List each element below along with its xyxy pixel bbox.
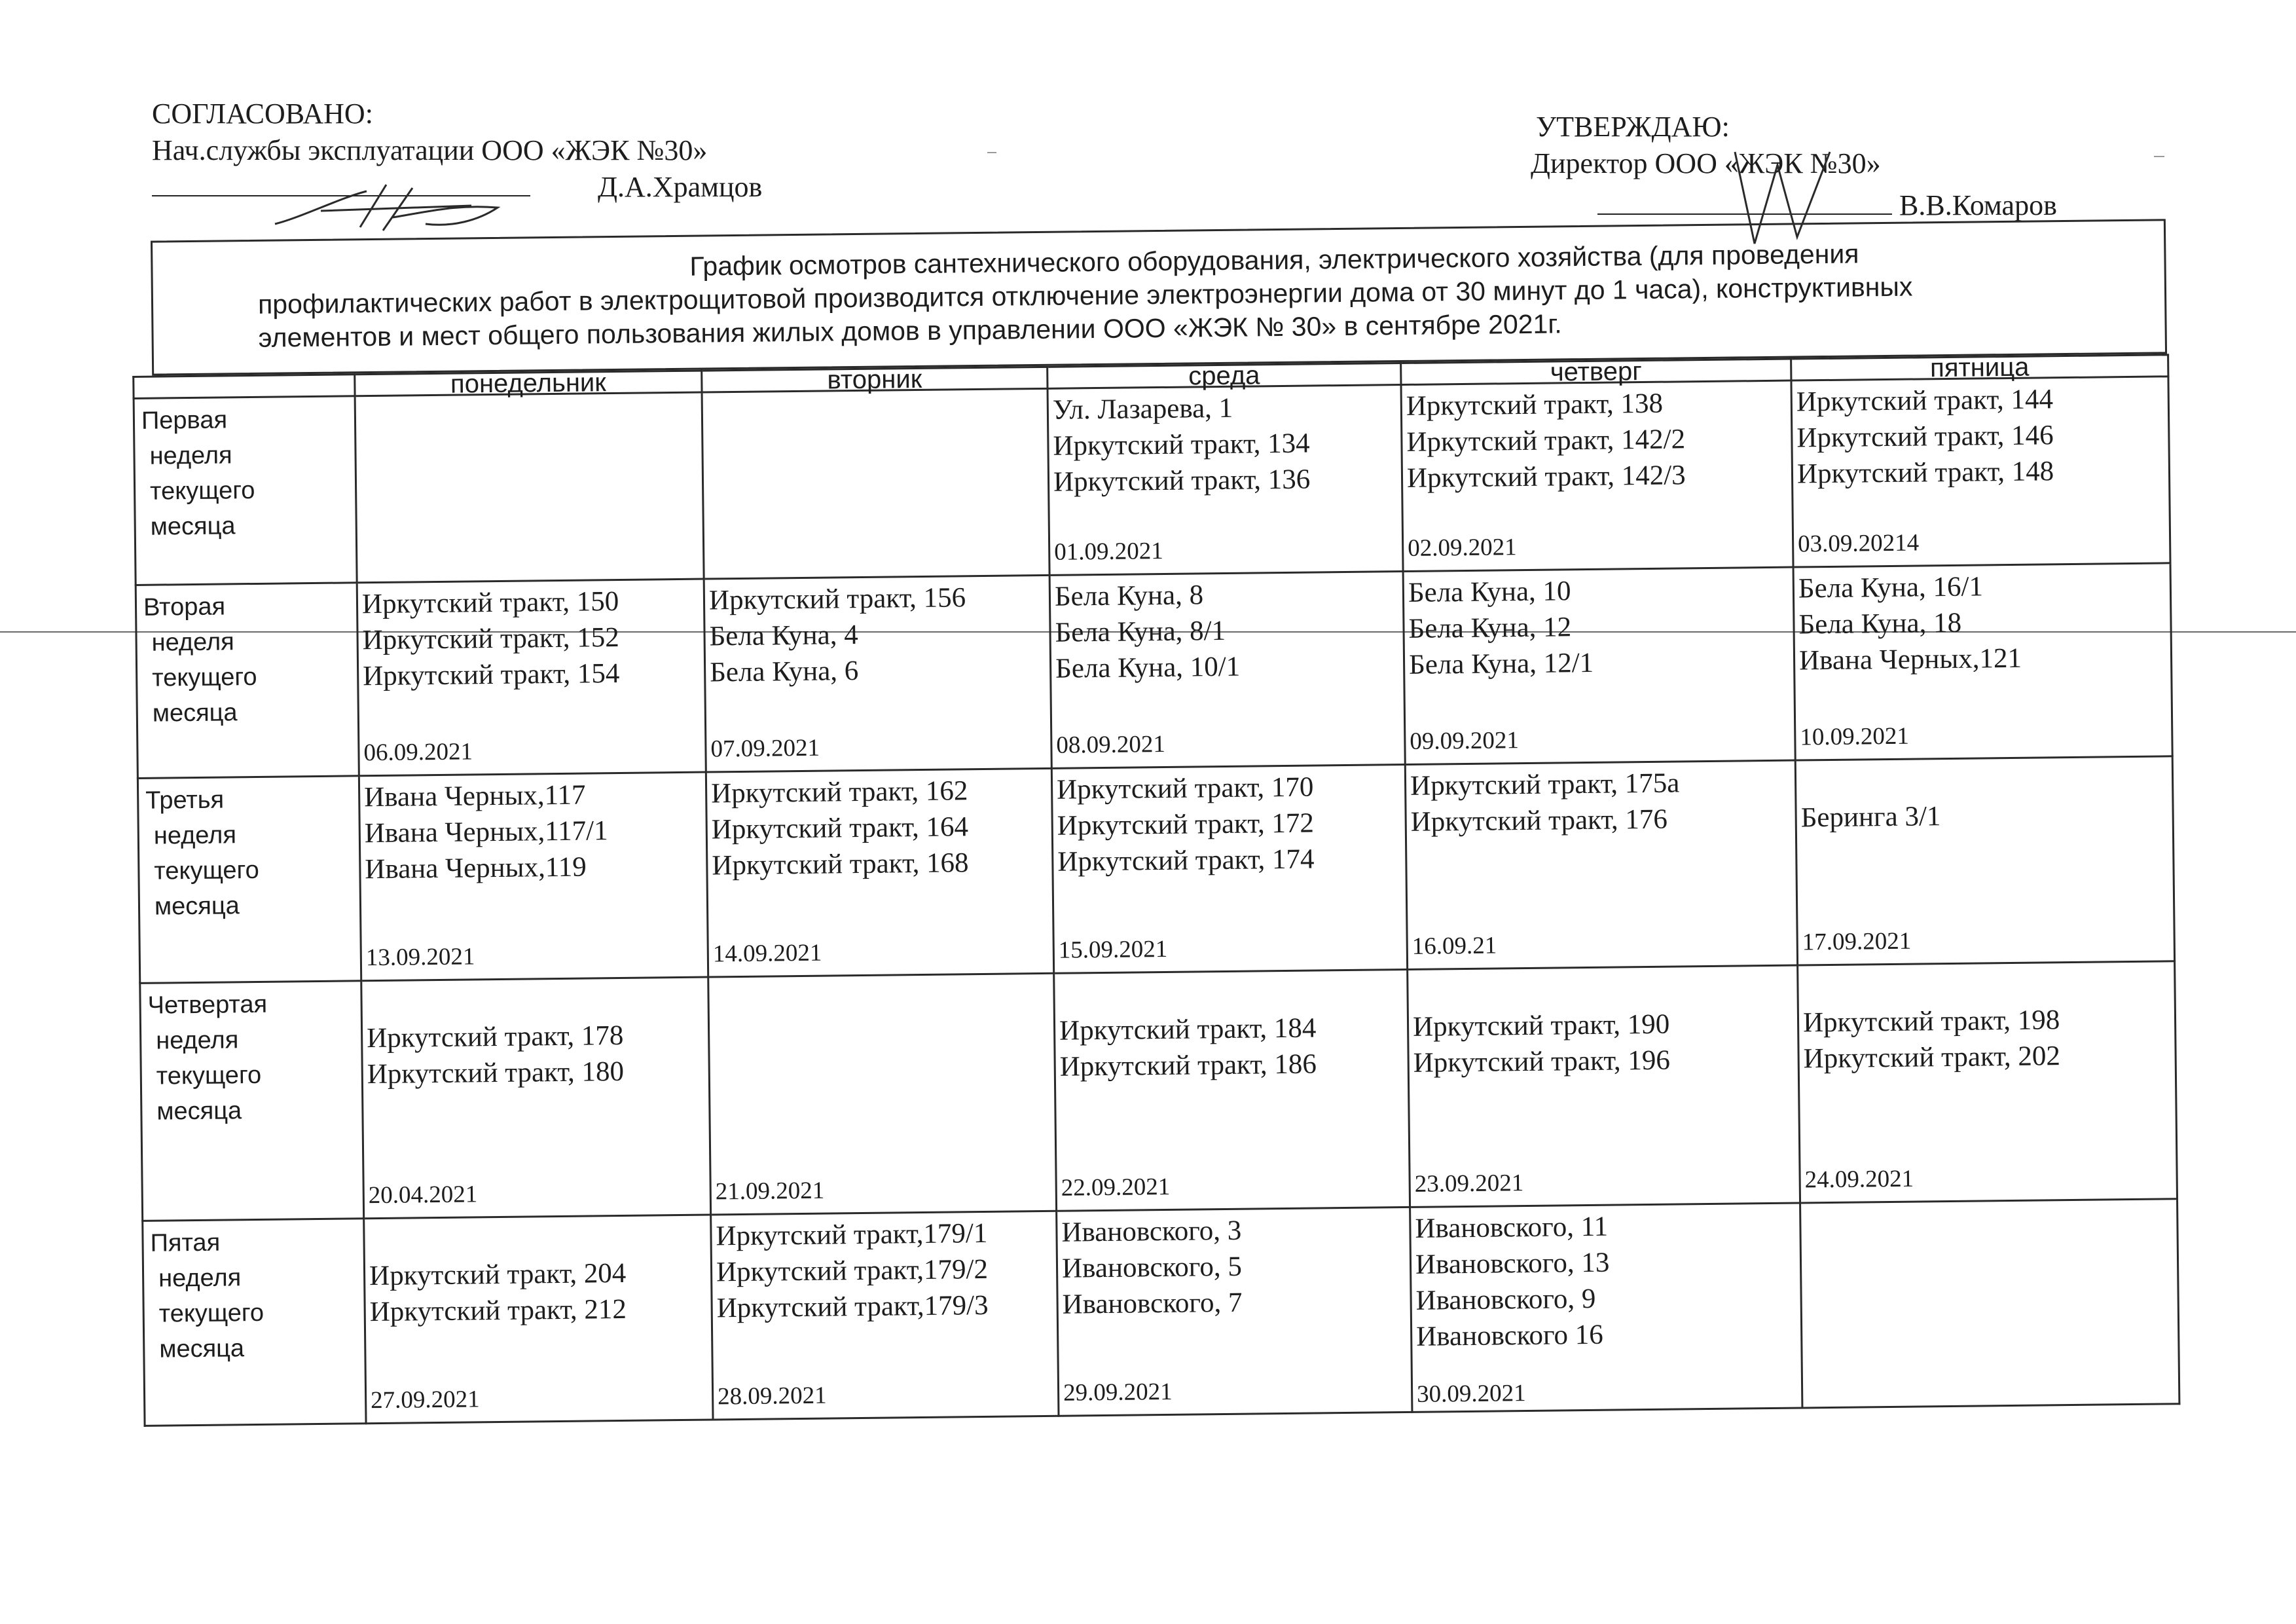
week-label-cell bbox=[137, 776, 361, 984]
address: Иркутский тракт, 150 bbox=[361, 585, 619, 620]
address: Ивана Черных,117/1 bbox=[364, 815, 608, 849]
title-line: профилактических работ в электрощитовой производится отключение электроэнергии дома от 30 минут до 1 часа), конструктивных bbox=[257, 271, 1913, 320]
address bbox=[1800, 760, 2172, 800]
address: Бела Куна, 6 bbox=[709, 655, 859, 688]
signature-left bbox=[262, 172, 537, 244]
address: Иркутский тракт,179/3 bbox=[716, 1289, 989, 1324]
inspection-date: 09.09.2021 bbox=[1410, 727, 1520, 755]
address: Иркутский тракт, 134 bbox=[1053, 428, 1310, 462]
table-row bbox=[143, 1199, 2179, 1426]
week-label: Третья неделя текущего месяца bbox=[145, 786, 259, 921]
address: Ул. Лазарева, 1 bbox=[1052, 392, 1233, 426]
approval-signature-line bbox=[1531, 187, 2185, 224]
address: Иркутский тракт, 196 bbox=[1413, 1044, 1671, 1079]
approval-position: Директор ООО «ЖЭК №30» bbox=[1531, 147, 1881, 179]
week-label: Первая неделя текущего месяца bbox=[141, 406, 255, 541]
inspection-date: 10.09.2021 bbox=[1800, 722, 1910, 751]
address: Бела Куна, 18 bbox=[1798, 607, 1962, 640]
address: Ивана Черных,117 bbox=[363, 779, 586, 813]
schedule-cell bbox=[1401, 380, 1793, 571]
week-label: Четвертая неделя текущего месяца bbox=[147, 990, 268, 1126]
address: Иркутский тракт, 162 bbox=[710, 775, 968, 809]
address: Иркутский тракт, 170 bbox=[1056, 771, 1314, 805]
inspection-date: 17.09.2021 bbox=[1802, 927, 1912, 956]
address: Бела Куна, 12 bbox=[1408, 612, 1572, 644]
schedule-cell bbox=[1798, 961, 2178, 1203]
title-line: элементов и мест общего пользования жилых домов в управлении ООО «ЖЭК № 30» в сентябре 2021г. bbox=[258, 308, 1562, 353]
address: Ивановского, 11 bbox=[1415, 1211, 1609, 1244]
address: Ивановского, 7 bbox=[1062, 1287, 1243, 1320]
approval-heading: УТВЕРЖДАЮ: bbox=[1536, 111, 1730, 143]
inspection-date: 30.09.2021 bbox=[1416, 1380, 1526, 1408]
schedule-cell bbox=[1405, 760, 1797, 969]
address: Иркутский тракт, 148 bbox=[1796, 456, 2054, 490]
address: Бела Куна, 12/1 bbox=[1408, 647, 1594, 680]
scan-mark bbox=[987, 152, 996, 153]
address: Иркутский тракт, 136 bbox=[1053, 464, 1311, 498]
address: Иркутский тракт, 212 bbox=[369, 1293, 627, 1328]
day-header: среда bbox=[1048, 363, 1401, 389]
address: Ивана Черных,121 bbox=[1798, 642, 2022, 676]
inspection-date: 22.09.2021 bbox=[1061, 1173, 1171, 1202]
address: Бела Куна, 8 bbox=[1054, 580, 1204, 612]
address: Иркутский тракт, 184 bbox=[1059, 1012, 1317, 1046]
schedule-cell bbox=[708, 973, 1057, 1215]
week-label: Вторая неделя текущего месяца bbox=[143, 593, 257, 728]
address: Ивановского, 9 bbox=[1415, 1283, 1596, 1316]
inspection-date: 15.09.2021 bbox=[1058, 935, 1168, 964]
address: Иркутский тракт,179/1 bbox=[716, 1217, 988, 1252]
inspection-date: 24.09.2021 bbox=[1804, 1165, 1914, 1194]
address: Бела Куна, 16/1 bbox=[1798, 571, 1984, 604]
schedule-cell bbox=[702, 388, 1049, 579]
address: Иркутский тракт, 174 bbox=[1057, 843, 1315, 877]
schedule-cell bbox=[704, 575, 1051, 772]
address: Ивановского, 3 bbox=[1061, 1215, 1242, 1248]
approval-position: Нач.службы эксплуатации ООО «ЖЭК №30» bbox=[152, 134, 708, 166]
approval-block-right bbox=[1531, 109, 2185, 224]
week-label: Пятая неделя текущего месяца bbox=[150, 1228, 264, 1363]
inspection-date: 21.09.2021 bbox=[715, 1177, 825, 1206]
address: Иркутский тракт, 144 bbox=[1796, 384, 2054, 418]
title-line: График осмотров сантехнического оборудования, электрического хозяйства (для проведения bbox=[689, 238, 1859, 282]
schedule-cell bbox=[355, 392, 704, 583]
address: Иркутский тракт, 178 bbox=[366, 1020, 624, 1054]
week-label-cell bbox=[136, 583, 359, 779]
day-header: пятница bbox=[1791, 355, 2168, 380]
schedule-cell bbox=[706, 768, 1053, 977]
address: Ивановского, 5 bbox=[1061, 1251, 1243, 1284]
schedule-title bbox=[151, 219, 2167, 375]
schedule-cell bbox=[364, 1215, 713, 1424]
address: Иркутский тракт, 164 bbox=[711, 811, 969, 845]
schedule-cell bbox=[1791, 377, 2170, 567]
day-header: четверг bbox=[1401, 359, 1791, 384]
schedule-cell bbox=[711, 1211, 1059, 1420]
address bbox=[1059, 973, 1407, 1013]
inspection-date: 16.09.21 bbox=[1412, 932, 1497, 960]
inspection-date: 23.09.2021 bbox=[1414, 1170, 1524, 1198]
inspection-date: 27.09.2021 bbox=[370, 1386, 480, 1414]
address: Ивана Черных,119 bbox=[365, 851, 587, 885]
address: Иркутский тракт, 142/3 bbox=[1406, 460, 1686, 494]
schedule-cell bbox=[1403, 567, 1795, 764]
schedule-cell bbox=[1057, 1207, 1412, 1416]
address: Бела Куна, 4 bbox=[709, 619, 858, 652]
table-row bbox=[134, 377, 2170, 585]
schedule-cell bbox=[1054, 969, 1410, 1211]
schedule-cell bbox=[1049, 572, 1405, 769]
schedule-cell bbox=[1795, 756, 2174, 965]
schedule-table bbox=[132, 354, 2180, 1427]
address: Иркутский тракт, 198 bbox=[1802, 1005, 2060, 1039]
day-header: вторник bbox=[702, 367, 1048, 392]
week-label-cell bbox=[143, 1219, 366, 1426]
inspection-date: 02.09.2021 bbox=[1407, 534, 1517, 562]
address: Иркутский тракт, 156 bbox=[708, 582, 966, 616]
inspection-date: 08.09.2021 bbox=[1056, 730, 1166, 759]
table-row bbox=[137, 756, 2174, 984]
address bbox=[369, 1219, 710, 1259]
address: Беринга 3/1 bbox=[1800, 801, 1941, 834]
address: Ивановского 16 bbox=[1415, 1319, 1604, 1352]
inspection-date: 13.09.2021 bbox=[365, 943, 475, 972]
schedule-frame bbox=[131, 219, 2179, 1464]
address: Иркутский тракт, 138 bbox=[1406, 388, 1664, 422]
address: Иркутский тракт, 176 bbox=[1410, 803, 1668, 838]
address: Иркутский тракт, 172 bbox=[1057, 807, 1315, 841]
approval-signatory-name: В.В.Комаров bbox=[1899, 189, 2057, 221]
address: Ивановского, 13 bbox=[1415, 1247, 1610, 1280]
schedule-cell bbox=[361, 977, 711, 1219]
schedule-cell bbox=[1410, 1203, 1802, 1412]
address: Бела Куна, 10/1 bbox=[1055, 651, 1241, 684]
inspection-date: 06.09.2021 bbox=[363, 738, 473, 767]
address: Иркутский тракт, 146 bbox=[1796, 420, 2054, 454]
inspection-date: 29.09.2021 bbox=[1063, 1378, 1173, 1407]
schedule-cell bbox=[1800, 1199, 2179, 1408]
schedule-cell bbox=[357, 579, 706, 776]
header-corner bbox=[134, 375, 355, 399]
address: Иркутский тракт, 175а bbox=[1410, 767, 1680, 802]
address: Иркутский тракт, 202 bbox=[1803, 1041, 2061, 1075]
address: Иркутский тракт, 204 bbox=[369, 1257, 627, 1292]
address: Бела Куна, 8/1 bbox=[1055, 615, 1226, 648]
address: Иркутский тракт, 186 bbox=[1059, 1048, 1317, 1082]
schedule-cell bbox=[1051, 764, 1407, 973]
address: Иркутский тракт, 168 bbox=[712, 847, 969, 881]
address: Иркутский тракт, 142/2 bbox=[1406, 424, 1686, 458]
schedule-cell bbox=[359, 772, 708, 981]
address: Иркутский тракт, 152 bbox=[362, 621, 620, 656]
schedule-cell bbox=[1048, 385, 1403, 576]
approval-signatory-name: Д.А.Храмцов bbox=[598, 171, 763, 203]
address bbox=[1412, 969, 1797, 1009]
address bbox=[1802, 965, 2174, 1005]
address bbox=[366, 981, 708, 1021]
table-row bbox=[140, 961, 2178, 1221]
schedule-cell bbox=[1408, 965, 1800, 1207]
inspection-date: 03.09.20214 bbox=[1797, 529, 1920, 558]
week-label-cell bbox=[140, 981, 364, 1221]
inspection-date: 14.09.2021 bbox=[712, 939, 822, 968]
address: Иркутский тракт, 190 bbox=[1412, 1008, 1670, 1043]
address: Иркутский тракт, 154 bbox=[362, 657, 620, 692]
inspection-date: 28.09.2021 bbox=[717, 1382, 827, 1411]
address: Бела Куна, 10 bbox=[1408, 576, 1571, 608]
inspection-date: 07.09.2021 bbox=[710, 734, 820, 763]
day-header: понедельник bbox=[355, 371, 702, 396]
table-row bbox=[136, 563, 2172, 779]
address: Иркутский тракт, 180 bbox=[367, 1056, 625, 1090]
inspection-date: 20.04.2021 bbox=[368, 1181, 478, 1209]
schedule-cell bbox=[1793, 563, 2172, 760]
address: Иркутский тракт,179/2 bbox=[716, 1253, 989, 1288]
inspection-date: 01.09.2021 bbox=[1054, 537, 1163, 566]
week-label-cell bbox=[134, 396, 357, 585]
approval-heading: СОГЛАСОВАНО: bbox=[152, 98, 373, 130]
